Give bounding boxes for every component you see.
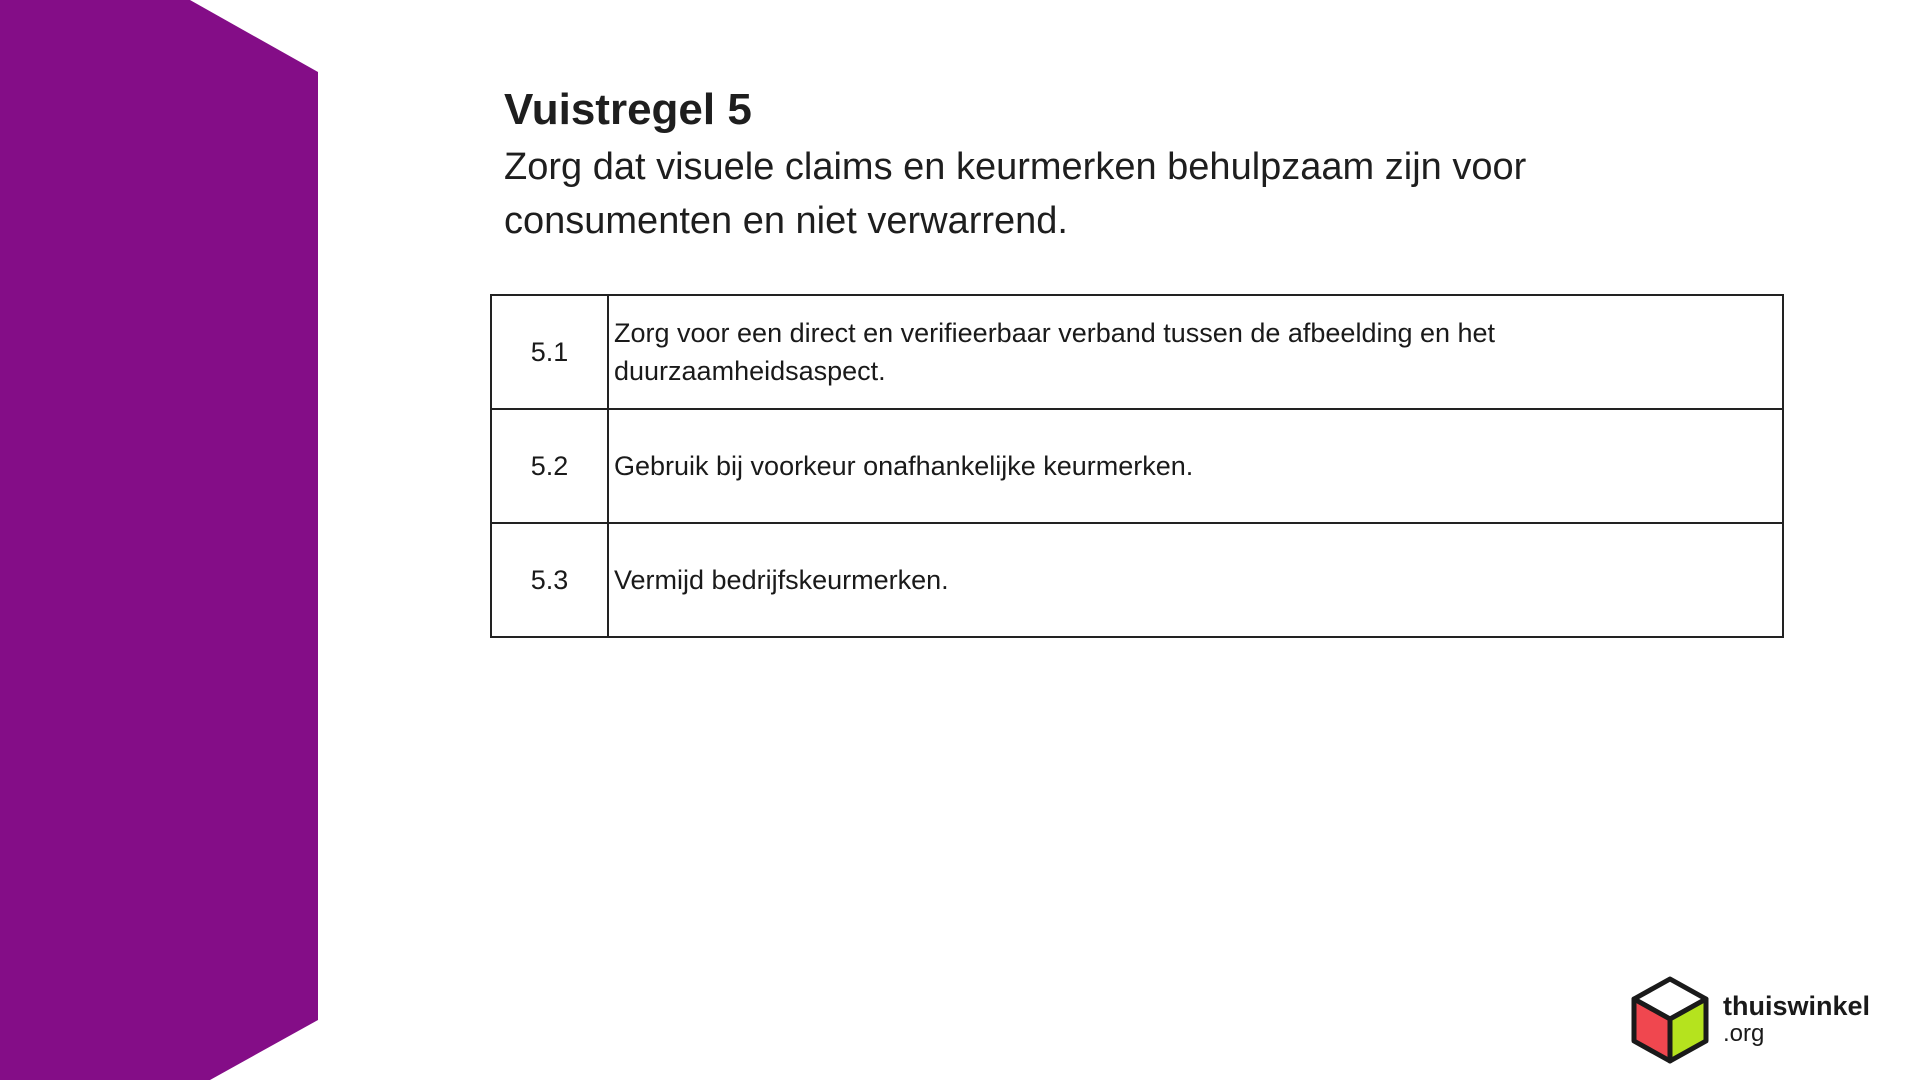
rule-number: 5.1 — [491, 295, 608, 409]
rule-text: Vermijd bedrijfskeurmerken. — [608, 523, 1783, 637]
title-block — [504, 82, 1804, 248]
rule-text: Zorg voor een direct en verifieerbaar verband tussen de afbeelding en het duurzaamheidsaspect. — [608, 295, 1783, 409]
table-row — [491, 295, 1783, 409]
rule-number: 5.2 — [491, 409, 608, 523]
slide-subtitle: Zorg dat visuele claims en keurmerken behulpzaam zijn voor consumenten en niet verwarrend. — [504, 146, 1527, 242]
rule-number: 5.3 — [491, 523, 608, 637]
table-row — [491, 523, 1783, 637]
table-row — [491, 409, 1783, 523]
rules-table — [490, 294, 1784, 638]
rule-text: Gebruik bij voorkeur onafhankelijke keurmerken. — [608, 409, 1783, 523]
slide-title: Vuistregel 5 — [504, 85, 752, 134]
side-accent-polygon — [0, 0, 318, 1080]
logo-text — [1723, 993, 1870, 1046]
side-accent-shape — [0, 0, 320, 1080]
logo-tld: .org — [1723, 1020, 1765, 1047]
cube-logo-icon — [1630, 975, 1710, 1065]
thuiswinkel-logo — [1630, 975, 1880, 1067]
logo-name: thuiswinkel — [1723, 991, 1871, 1021]
